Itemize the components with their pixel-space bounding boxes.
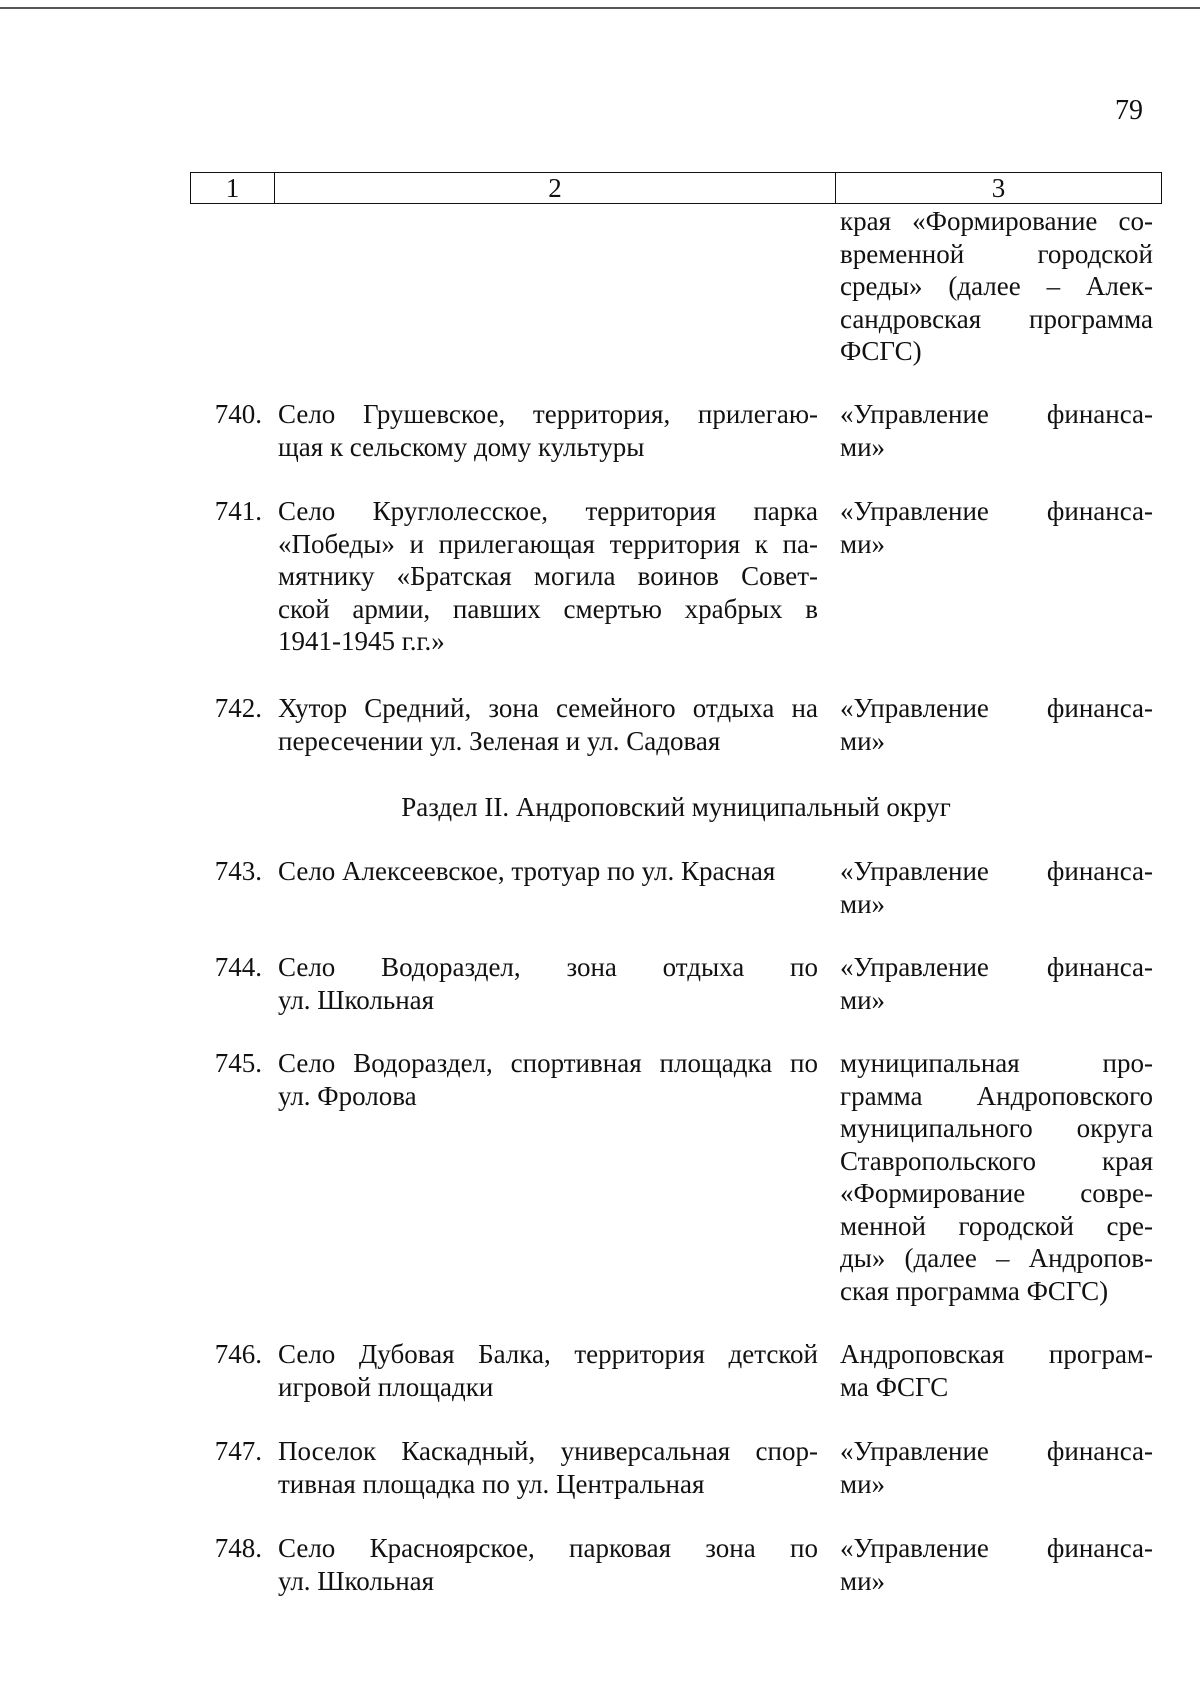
row-description [278,855,818,888]
text-line: муниципальная про- [840,1048,1153,1078]
row-source [840,398,1153,463]
row-description [278,692,818,757]
text-line: «Управление финанса- [840,952,1153,982]
header-col-3: 3 [991,172,1006,203]
continuation-col3 [840,205,1153,368]
text-line: ской армии, павших смертью храбрых в [278,593,818,624]
row-source [840,951,1153,1016]
row-number: 740. [214,399,262,429]
text-line: ми» [840,528,886,559]
row-number: 748. [214,1533,262,1563]
text-line: ул. Фролова [278,1080,417,1111]
text-line: «Управление финанса- [840,856,1153,886]
table-header [190,172,1162,204]
header-col-2: 2 [275,173,836,203]
text-line: Село Дубовая Балка, территория детской [278,1339,818,1369]
row-number: 742. [214,693,262,723]
text-line: игровой площадки [278,1371,494,1402]
text-line: Поселок Каскадный, универсальная спор- [278,1436,818,1466]
row-description [278,1338,818,1403]
row-source [840,855,1153,920]
text-line: ми» [840,984,886,1015]
text-line: ул. Школьная [278,1565,435,1596]
text-line: Село Алексеевское, тротуар по ул. Красная [278,856,776,886]
row-description [278,1532,818,1597]
text-line: ФСГС) [840,336,922,366]
row-number: 747. [214,1436,262,1466]
text-line: «Управление финанса- [840,496,1153,526]
row-source [840,1532,1153,1597]
row-description [278,495,818,658]
text-line: края «Формирование со- [840,206,1153,236]
row-source [840,1338,1153,1403]
text-line: ми» [840,1468,886,1499]
page-number: 79 [1115,95,1143,126]
text-line: «Управление финанса- [840,693,1153,723]
text-line: мятнику «Братская могила воинов Совет- [278,561,818,591]
text-line: Село Водораздел, зона отдыха по [278,952,818,982]
text-line: «Управление финанса- [840,399,1153,429]
row-description [278,1435,818,1500]
row-source [840,495,1153,560]
text-line: ми» [840,725,886,756]
row-number: 741. [214,496,262,526]
text-line: ми» [840,431,886,462]
text-line: ская программа ФСГС) [840,1275,1109,1306]
row-number: 743. [214,856,262,886]
text-line: ул. Школьная [278,984,435,1015]
text-line: 1941-1945 г.г.» [278,626,445,656]
text-line: грамма Андроповского [840,1080,1153,1111]
text-line: тивная площадка по ул. Центральная [278,1468,705,1499]
section-title: Раздел II. Андроповский муниципальный округ [401,792,951,822]
text-line: Хутор Средний, зона семейного отдыха на [278,693,818,723]
text-line: Село Круглолесское, территория парка [278,496,818,526]
text-line: ми» [840,888,886,919]
text-line: Село Красноярское, парковая зона по [278,1533,818,1563]
header-col-1: 1 [191,173,275,203]
text-line: ми» [840,1565,886,1596]
text-line: пересечении ул. Зеленая и ул. Садовая [278,725,721,756]
text-line: Ставропольского края [840,1145,1153,1176]
row-description [278,951,818,1016]
text-line: муниципального округа [840,1113,1153,1143]
text-line: Село Водораздел, спортивная площадка по [278,1048,818,1078]
row-source [840,1435,1153,1500]
text-line: временной городской [840,238,1153,269]
row-source [840,692,1153,757]
text-line: сандровская программа [840,303,1153,334]
text-line: Село Грушевское, территория, прилегаю- [278,399,818,429]
row-number: 744. [214,952,262,982]
top-rule [0,7,1200,9]
text-line: Андроповская програм- [840,1339,1153,1369]
text-line: щая к сельскому дому культуры [278,431,645,462]
text-line: ды» (далее – Андропов- [840,1243,1153,1273]
text-line: среды» (далее – Алек- [840,271,1153,301]
text-line: ма ФСГС [840,1371,949,1402]
row-description [278,1047,818,1112]
text-line: менной городской сре- [840,1210,1153,1241]
row-description [278,398,818,463]
text-line: «Формирование совре- [840,1178,1153,1208]
row-number: 745. [214,1048,262,1078]
row-number: 746. [214,1339,262,1369]
text-line: «Управление финанса- [840,1436,1153,1466]
text-line: «Победы» и прилегающая территория к па- [278,528,818,559]
text-line: «Управление финанса- [840,1533,1153,1563]
row-source [840,1047,1153,1307]
